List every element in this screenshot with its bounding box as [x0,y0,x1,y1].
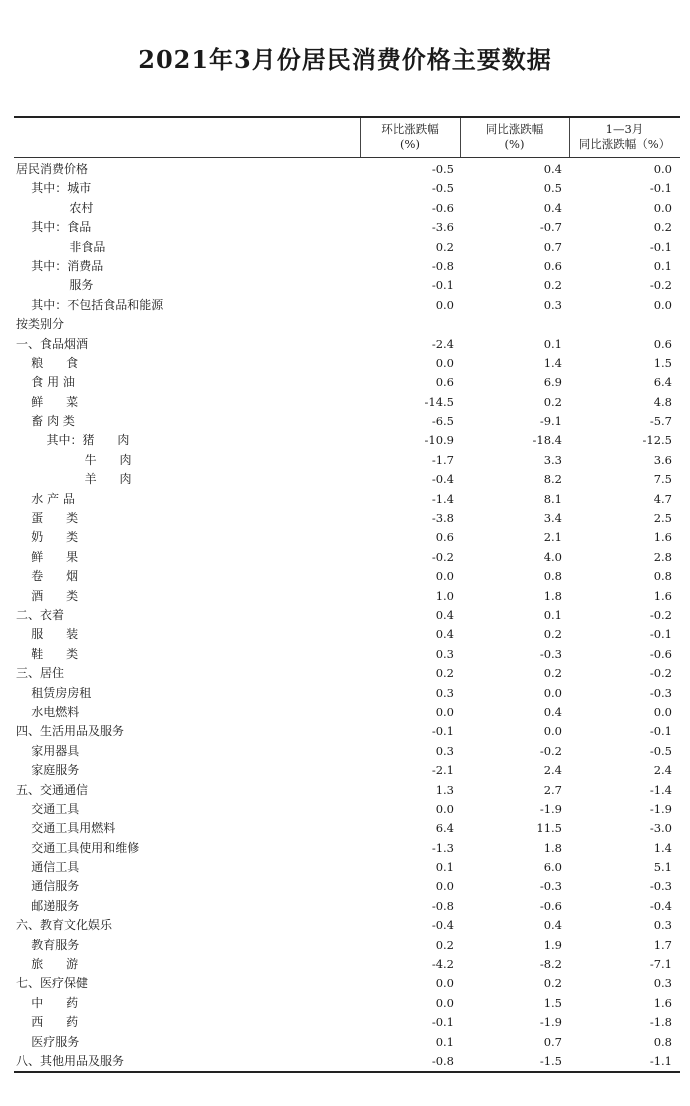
ytd-value: -0.1 [649,627,672,642]
yoy-value: 0.5 [543,181,562,196]
ytd-value: -0.2 [649,607,672,622]
yoy-value: 8.2 [543,472,562,487]
header-mom-label: 环比涨跌幅 [381,122,439,136]
yoy-value: -1.5 [539,1053,562,1068]
table-row [14,761,680,780]
yoy-value: -0.3 [539,646,562,661]
ytd-value: 2.8 [653,549,672,564]
ytd-value: -0.3 [649,879,672,894]
yoy-value: 0.4 [543,200,562,215]
yoy-value: 0.2 [543,976,562,991]
ytd-value: 4.7 [653,491,672,506]
row-label: 奶 类 [16,530,79,545]
yoy-value: -0.7 [539,220,562,235]
row-label: 四、生活用品及服务 [16,724,125,739]
ytd-value: 0.0 [653,200,672,215]
table-row [14,567,680,586]
row-label: 七、医疗保健 [16,976,89,991]
row-label: 粮 食 [16,355,79,370]
mom-value: 0.4 [435,607,454,622]
table-row [14,645,680,664]
ytd-value: 1.6 [653,588,672,603]
table-row [14,1052,680,1071]
row-label: 医疗服务 [16,1034,80,1049]
row-label: 通信服务 [16,879,80,894]
ytd-value: 0.3 [653,976,672,991]
row-label: 鲜 菜 [16,394,79,409]
header-ytd [569,122,680,152]
mom-value: -0.2 [431,549,454,564]
table-row [14,1013,680,1032]
ytd-value: 0.1 [653,258,672,273]
table-row [14,703,680,722]
mom-value: -2.1 [431,763,454,778]
table-row [14,315,680,334]
yoy-value: 6.0 [543,860,562,875]
ytd-value: -0.3 [649,685,672,700]
row-label: 服务 [16,278,94,293]
ytd-value: -0.2 [649,278,672,293]
ytd-value: -3.0 [649,821,672,836]
yoy-value: 1.8 [543,588,562,603]
ytd-value: -7.1 [649,957,672,972]
yoy-value: 0.2 [543,666,562,681]
ytd-value: -12.5 [642,433,672,448]
ytd-value: 7.5 [653,472,672,487]
ytd-value: 0.6 [653,336,672,351]
yoy-value: 0.2 [543,627,562,642]
mom-value: -14.5 [424,394,454,409]
header-rule [14,157,680,158]
yoy-value: -0.3 [539,879,562,894]
yoy-value: 4.0 [543,549,562,564]
mom-value: -3.6 [431,220,454,235]
ytd-value: -0.2 [649,666,672,681]
mom-value: -0.8 [431,258,454,273]
row-label: 交通工具用燃料 [16,821,116,836]
mom-value: -10.9 [424,433,454,448]
mom-value: -3.8 [431,511,454,526]
yoy-value: 0.7 [543,1034,562,1049]
row-label: 八、其他用品及服务 [16,1053,125,1068]
table-row [14,936,680,955]
yoy-value: -1.9 [539,1015,562,1030]
mom-value: 1.3 [435,782,454,797]
yoy-value: 0.0 [543,724,562,739]
mom-value: 0.2 [435,666,454,681]
yoy-value: 2.7 [543,782,562,797]
mom-value: -1.4 [431,491,454,506]
table-row [14,994,680,1013]
yoy-value: 0.7 [543,239,562,254]
row-label: 中 药 [16,995,79,1010]
mom-value: 6.4 [435,821,454,836]
mom-value: 0.1 [435,860,454,875]
mom-value: 0.0 [435,297,454,312]
table-row [14,800,680,819]
table-row [14,548,680,567]
mom-value: -0.4 [431,918,454,933]
mom-value: -0.8 [431,898,454,913]
table-row [14,296,680,315]
ytd-value: -0.5 [649,743,672,758]
mom-value: 0.2 [435,239,454,254]
table-row [14,897,680,916]
mom-value: -0.4 [431,472,454,487]
yoy-value: 1.9 [543,937,562,952]
row-label: 其中：城市 [16,181,92,196]
row-label: 三、居住 [16,666,65,681]
header-yoy-label: 同比涨跌幅 [485,122,544,136]
row-label: 其中：猪 肉 [16,433,130,448]
table-row [14,257,680,276]
row-label: 租赁房房租 [16,685,92,700]
table-row [14,373,680,392]
table-row [14,684,680,703]
mom-value: 0.6 [435,530,454,545]
header-mom [360,122,460,152]
row-label: 家用器具 [16,743,80,758]
row-label: 二、衣着 [16,607,65,622]
yoy-value: -18.4 [532,433,562,448]
row-label: 农村 [16,200,94,215]
yoy-value: 3.3 [543,452,562,467]
yoy-value: 0.4 [543,918,562,933]
table-row [14,218,680,237]
row-label: 水 产 品 [16,491,75,506]
ytd-value: -1.1 [649,1053,672,1068]
table-row [14,839,680,858]
ytd-value: 0.8 [653,1034,672,1049]
yoy-value: 0.1 [543,336,562,351]
mom-value: -6.5 [431,414,454,429]
table-row [14,781,680,800]
table-top-rule [14,116,680,118]
yoy-value: 0.6 [543,258,562,273]
ytd-value: 0.2 [653,220,672,235]
table-row [14,179,680,198]
header-yoy [460,122,569,152]
yoy-value: 0.2 [543,394,562,409]
mom-value: 1.0 [435,588,454,603]
ytd-value: -1.4 [649,782,672,797]
mom-value: 0.0 [435,976,454,991]
yoy-value: 0.4 [543,162,562,176]
ytd-value: 2.5 [653,511,672,526]
header-mom-unit: (%) [400,137,420,151]
table-row [14,916,680,935]
table-row [14,160,680,179]
mom-value: -0.8 [431,1053,454,1068]
row-label: 其中：食品 [16,220,92,235]
yoy-value: 1.4 [543,355,562,370]
yoy-value: 1.8 [543,840,562,855]
row-label: 居民消费价格 [16,162,89,176]
table-row [14,877,680,896]
table-row [14,528,680,547]
table-row [14,664,680,683]
mom-value: -2.4 [431,336,454,351]
yoy-value: 0.4 [543,704,562,719]
ytd-value: 4.8 [653,394,672,409]
ytd-value: 1.6 [653,530,672,545]
mom-value: -0.6 [431,200,454,215]
table-row [14,412,680,431]
row-label: 牛 肉 [16,452,132,467]
table-row [14,625,680,644]
yoy-value: -0.2 [539,743,562,758]
table-row [14,606,680,625]
yoy-value: 0.0 [543,685,562,700]
yoy-value: 0.2 [543,278,562,293]
row-label: 畜 肉 类 [16,414,75,429]
table-row [14,490,680,509]
row-label: 羊 肉 [16,472,132,487]
ytd-value: 1.5 [653,355,672,370]
mom-value: -1.7 [431,452,454,467]
mom-value: 0.0 [435,355,454,370]
row-label: 酒 类 [16,588,79,603]
row-label: 一、食品烟酒 [16,336,89,351]
yoy-value: -0.6 [539,898,562,913]
row-label: 其中：消费品 [16,258,104,273]
mom-value: -4.2 [431,957,454,972]
mom-value: 0.3 [435,743,454,758]
yoy-value: 11.5 [536,821,562,836]
ytd-value: 3.6 [653,452,672,467]
table-row [14,238,680,257]
table-row [14,509,680,528]
ytd-value: 1.6 [653,995,672,1010]
header-ytd-label: 1—3月 [605,122,644,136]
ytd-value: 6.4 [653,375,672,390]
table-row [14,354,680,373]
ytd-value: 0.0 [653,297,672,312]
yoy-value: -1.9 [539,801,562,816]
yoy-value: 0.8 [543,569,562,584]
table-row [14,393,680,412]
mom-value: 0.0 [435,801,454,816]
mom-value: 0.4 [435,627,454,642]
ytd-value: -0.6 [649,646,672,661]
ytd-value: -1.9 [649,801,672,816]
row-label: 西 药 [16,1015,79,1030]
mom-value: 0.3 [435,685,454,700]
mom-value: -0.5 [431,162,454,176]
row-label: 卷 烟 [16,569,79,584]
yoy-value: -8.2 [539,957,562,972]
table-row [14,199,680,218]
ytd-value: -5.7 [649,414,672,429]
mom-value: 0.0 [435,879,454,894]
row-label: 服 装 [16,627,79,642]
mom-value: 0.0 [435,569,454,584]
table-row [14,955,680,974]
row-label: 邮递服务 [16,898,80,913]
row-label: 教育服务 [16,937,80,952]
row-label: 旅 游 [16,957,79,972]
page-title: 2021年3月份居民消费价格主要数据 [138,45,552,74]
ytd-value: -0.1 [649,724,672,739]
yoy-value: 0.1 [543,607,562,622]
header-yoy-unit: (%) [504,137,525,151]
row-label: 交通工具 [16,801,80,816]
mom-value: -0.5 [431,181,454,196]
mom-value: 0.0 [435,995,454,1010]
table-row [14,858,680,877]
row-label: 其中：不包括食品和能源 [16,297,164,312]
ytd-value: 0.8 [653,569,672,584]
mom-value: 0.1 [435,1034,454,1049]
yoy-value: 0.3 [543,297,562,312]
table-row [14,335,680,354]
yoy-value: -9.1 [539,414,562,429]
ytd-value: -0.1 [649,239,672,254]
mom-value: 0.6 [435,375,454,390]
table-row [14,276,680,295]
ytd-value: 1.4 [653,840,672,855]
row-label: 水电燃料 [16,704,80,719]
ytd-value: 0.3 [653,918,672,933]
mom-value: -0.1 [431,278,454,293]
mom-value: -0.1 [431,724,454,739]
table-row [14,587,680,606]
mom-value: 0.2 [435,937,454,952]
row-label: 蛋 类 [16,511,79,526]
ytd-value: -0.4 [649,898,672,913]
table-row [14,431,680,450]
mom-value: -0.1 [431,1015,454,1030]
ytd-value: -1.8 [649,1015,672,1030]
row-label: 非食品 [16,239,106,254]
row-label: 五、交通通信 [16,782,89,797]
ytd-value: 0.0 [653,704,672,719]
table-bottom-rule [14,1071,680,1073]
table-row [14,819,680,838]
ytd-value: -0.1 [649,181,672,196]
header-ytd-unit: 同比涨跌幅（%） [578,137,671,151]
row-label: 家庭服务 [16,763,80,778]
yoy-value: 1.5 [543,995,562,1010]
table-row [14,451,680,470]
ytd-value: 1.7 [653,937,672,952]
yoy-value: 3.4 [543,511,562,526]
mom-value: 0.3 [435,646,454,661]
table-body [14,160,680,1071]
row-label: 交通工具使用和维修 [16,840,140,855]
row-label: 鲜 果 [16,549,79,564]
row-label: 通信工具 [16,860,80,875]
mom-value: 0.0 [435,704,454,719]
row-label: 六、教育文化娱乐 [16,918,113,933]
table-row [14,974,680,993]
table-row [14,742,680,761]
row-label: 食 用 油 [16,375,75,390]
table-row [14,722,680,741]
ytd-value: 5.1 [653,860,672,875]
ytd-value: 0.0 [653,162,672,176]
row-label: 鞋 类 [16,646,79,661]
yoy-value: 6.9 [543,375,562,390]
yoy-value: 2.4 [543,763,562,778]
ytd-value: 2.4 [653,763,672,778]
table-row [14,470,680,489]
table-row [14,1033,680,1052]
yoy-value: 8.1 [543,491,562,506]
yoy-value: 2.1 [543,530,562,545]
mom-value: -1.3 [431,840,454,855]
row-label: 按类别分 [16,317,65,332]
